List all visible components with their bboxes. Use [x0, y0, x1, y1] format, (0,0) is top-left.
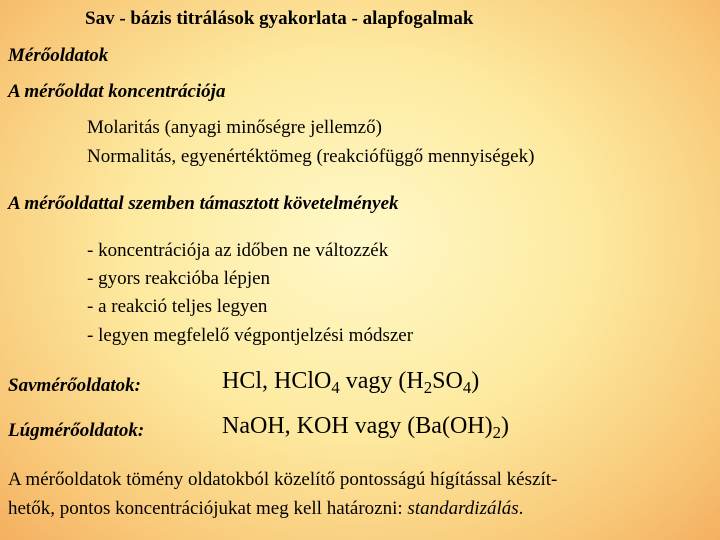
acid-formula: HCl, HClO$_4$ vagy $(H_2SO_4)$: [222, 368, 480, 398]
base-formula: NaOH, KOH vagy $(Ba(OH)_2)$: [222, 413, 509, 443]
requirement-item: - a reakció teljes legyen: [87, 296, 268, 317]
standardization-term: standardizálás: [407, 498, 519, 519]
concentration-item: Molaritás (anyagi minőségre jellemző): [87, 117, 382, 138]
page-title: Sav - bázis titrálások gyakorlata - alapfogalmak: [85, 8, 474, 29]
base-label: Lúgmérőoldatok:: [8, 420, 145, 441]
heading-meroldatok: Mérőoldatok: [8, 45, 109, 66]
heading-requirements: A mérőoldattal szemben támasztott követelmények: [8, 193, 399, 214]
heading-concentration: A mérőoldat koncentrációja: [8, 81, 226, 102]
acid-label: Savmérőoldatok:: [8, 375, 141, 396]
footer-line-1: A mérőoldatok tömény oldatokból közelítő pontosságú hígítással készít-: [8, 469, 558, 490]
requirement-item: - koncentrációja az időben ne változzék: [87, 240, 389, 261]
requirement-item: - legyen megfelelő végpontjelzési módszer: [87, 325, 414, 346]
concentration-item: Normalitás, egyenértéktömeg (reakciófüggő mennyiségek): [87, 146, 535, 167]
footer-line-2: hetők, pontos koncentrációjukat meg kell határozni: standardizálás.: [8, 498, 524, 519]
requirement-item: - gyors reakcióba lépjen: [87, 268, 271, 289]
